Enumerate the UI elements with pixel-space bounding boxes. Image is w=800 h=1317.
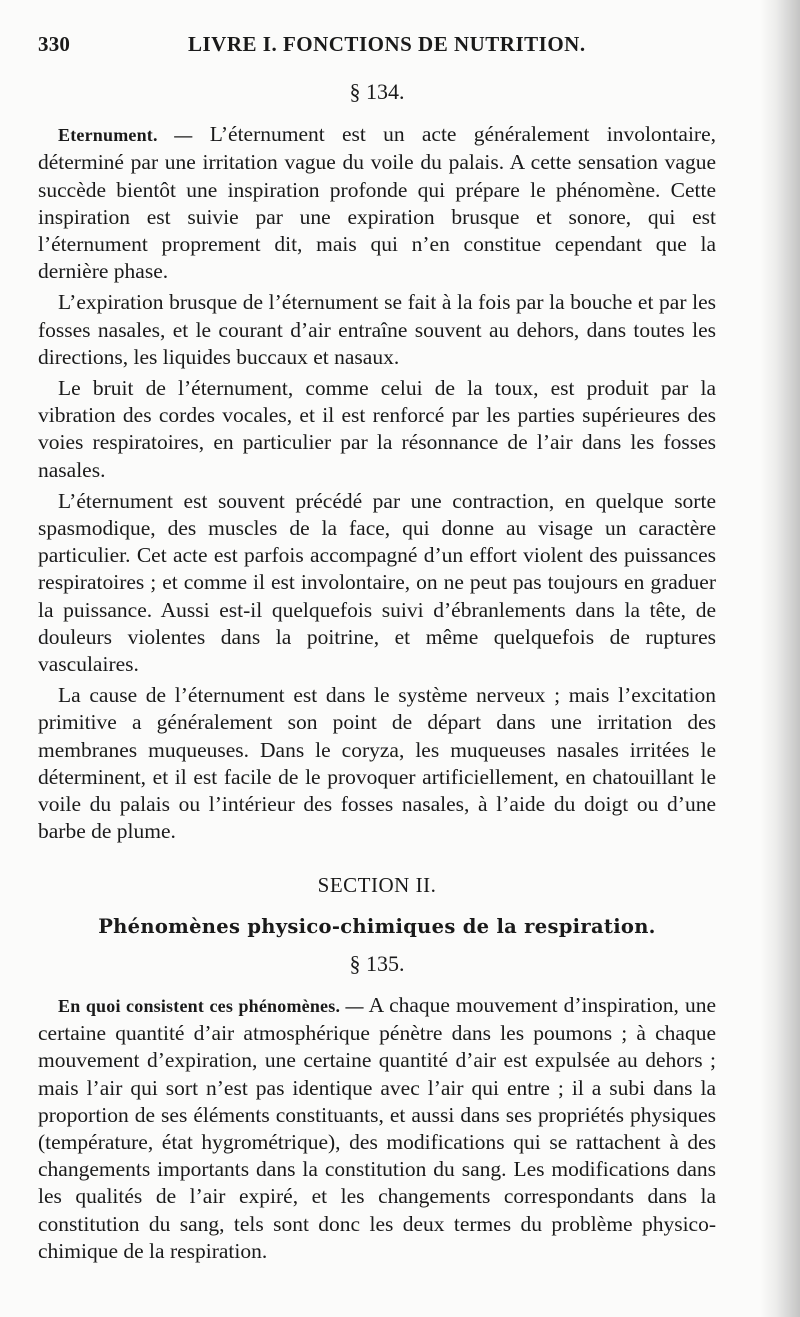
running-header xyxy=(38,32,728,57)
paragraph: L’expiration brusque de l’éternument se fait à la fois par la bouche et par les fosses nasales, et le courant d’air entraîne souvent au dehors, dans toutes les directions, les liquides buccaux et nasaux. xyxy=(38,290,716,369)
section-title: Phénomènes physico-chimiques de la respiration. xyxy=(98,915,656,939)
paragraph: L’éternument est souvent précédé par une contraction, en quelque sorte spasmodique, des muscles de la face, qui donne au visage un caractère particulier. Cet acte est parfois accompagné d’un effort violent des puissances respiratoires ; et comme il est involontaire, on ne peut pas toujours en graduer la puissance. Aussi est-il quelquefois suivi d’ébranlements dans la tête, de douleurs violentes dans la poitrine, et même quelquefois de ruptures vasculaires. xyxy=(38,488,716,677)
paragraph xyxy=(38,121,716,285)
paragraph-heading-134: § 134. xyxy=(349,79,405,104)
runin-heading: Eternument. — xyxy=(58,125,193,146)
section-ii xyxy=(38,872,716,978)
paragraph: La cause de l’éternument est dans le système nerveux ; mais l’excitation primitive a généralement son point de départ dans une irritation des membranes muqueuses. Dans le coryza, les muqueuses nasales irritées le déterminent, et il est facile de le provoquer artificiellement, en chatouillant le voile du palais ou l’intérieur des fosses nasales, à l’aide du doigt ou d’une barbe de plume. xyxy=(38,683,716,844)
running-title: LIVRE I. FONCTIONS DE NUTRITION. xyxy=(188,32,586,56)
paragraph-heading-135: § 135. xyxy=(349,951,405,977)
paragraph-text: L’éternument est un acte généralement involontaire, déterminé par une irritation vague du voile du palais. A cette sensation vague succède bientôt une inspiration profonde qui prépare le phénomène. Cette inspiration est suivie par une expiration brusque et sonore, qui est l’éternument proprement dit, mais qui n’en constitue cependant que la dernière phase. xyxy=(38,122,717,284)
section-135 xyxy=(38,992,716,1265)
section-heading: SECTION II. xyxy=(317,873,437,897)
page-edge-shadow xyxy=(760,0,800,1317)
runin-heading: En quoi consistent ces phénomènes. — xyxy=(58,996,364,1016)
paragraph-text: A chaque mouvement d’inspiration, une certaine quantité d’air atmosphérique pénètre dans les poumons ; à chaque mouvement d’expiration, une certaine quantité d’air est expulsée au dehors ; mais l’air qui sort n’est pas identique avec l’air qui entre ; il a subi dans la proportion de ses éléments constituants, et aussi dans ses propriétés physiques (température, état hygrométrique), des modifications qui se rattachent à des changements importants dans la constitution du sang. Les modifications dans les qualités de l’air expiré, et les changements correspondants dans la constitution du sang, tels sont donc les deux termes du problème physico-chimique de la respiration. xyxy=(38,993,717,1263)
paragraph: Le bruit de l’éternument, comme celui de la toux, est produit par la vibration des cordes vocales, et il est renforcé par les parties supérieures des voies respiratoires, en particulier par la résonnance de l’air dans les fosses nasales. xyxy=(38,376,716,482)
section-134 xyxy=(38,78,716,845)
paragraph xyxy=(38,992,716,1265)
page-number: 330 xyxy=(38,32,71,56)
